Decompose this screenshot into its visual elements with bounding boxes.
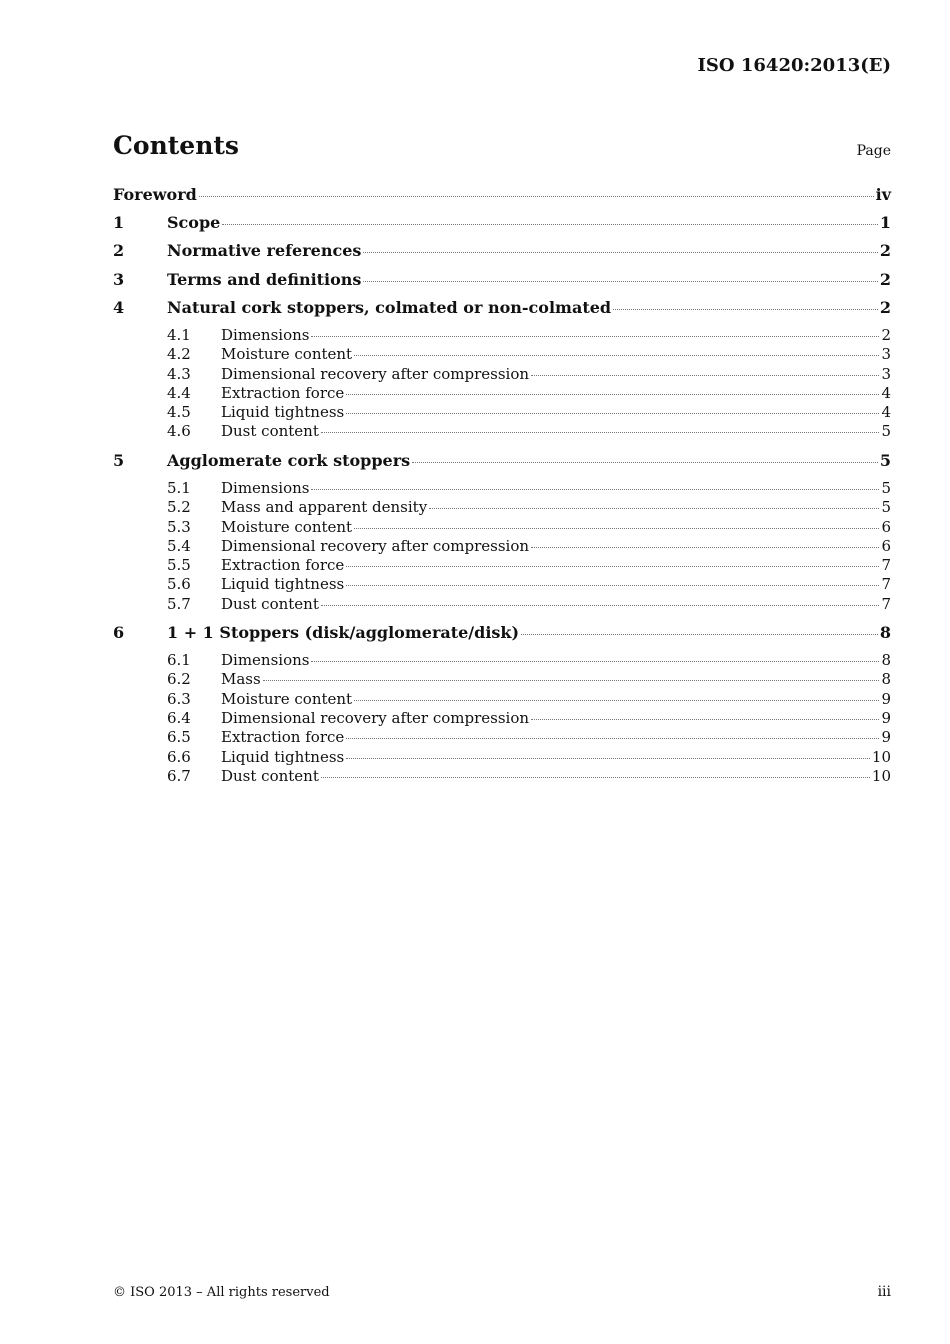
- toc-entry-title: Moisture content: [221, 345, 353, 364]
- toc-entry-title: Normative references: [167, 241, 362, 261]
- toc-entry-number: 5: [113, 450, 125, 470]
- dot-leader: [321, 777, 870, 778]
- toc-entry-number: 1: [113, 213, 125, 233]
- dot-leader: [346, 413, 879, 414]
- toc-entry-number: 4.2: [167, 345, 191, 364]
- toc-entry-subsection-6.7[interactable]: [113, 767, 891, 786]
- toc-entry-number: 4.4: [167, 383, 191, 402]
- toc-entry-page: 5: [879, 450, 891, 470]
- toc-entry-subsection-5.1[interactable]: [113, 479, 891, 498]
- toc-entry-title: Foreword: [113, 185, 197, 204]
- toc-entry-page: 2: [879, 297, 891, 317]
- dot-leader: [363, 281, 877, 282]
- toc-entry-subsection-4.3[interactable]: [113, 365, 891, 384]
- dot-leader: [199, 196, 874, 197]
- toc-entry-title: Moisture content: [221, 517, 353, 536]
- dot-leader: [321, 432, 880, 433]
- toc-entry-subsection-6.1[interactable]: [113, 651, 891, 670]
- dot-leader: [311, 489, 879, 490]
- toc-entry-title: Dimensional recovery after compression: [221, 364, 530, 383]
- toc-entry-subsection-6.3[interactable]: [113, 690, 891, 709]
- section-spacer: [113, 442, 891, 451]
- toc-entry-subsection-5.4[interactable]: [113, 537, 891, 556]
- toc-entry-number: 5.4: [167, 536, 191, 555]
- toc-entry-page: 2: [879, 241, 891, 261]
- toc-entry-number: 4: [113, 297, 125, 317]
- toc-entry-page: 9: [881, 689, 891, 708]
- toc-entry-number: 5.5: [167, 556, 191, 575]
- toc-entry-subsection-4.6[interactable]: [113, 422, 891, 441]
- toc-entry-page: 4: [881, 403, 891, 422]
- toc-entry-section-4[interactable]: [113, 298, 891, 326]
- toc-entry-subsection-4.1[interactable]: [113, 326, 891, 345]
- toc-entry-title: Liquid tightness: [221, 575, 345, 594]
- toc-entry-page: 7: [881, 575, 891, 594]
- toc-entry-number: 5.1: [167, 478, 191, 497]
- toc-entry-subsection-5.2[interactable]: [113, 498, 891, 517]
- toc-entry-foreword[interactable]: [113, 185, 891, 213]
- section-spacer: [113, 614, 891, 623]
- toc-entry-title: Liquid tightness: [221, 403, 345, 422]
- toc-entry-page: 5: [881, 478, 891, 497]
- toc-entry-title: Extraction force: [221, 728, 345, 747]
- toc-entry-section-6[interactable]: [113, 623, 891, 651]
- dot-leader: [311, 336, 879, 337]
- toc-entry-number: 4.5: [167, 403, 191, 422]
- toc-entry-subsection-4.5[interactable]: [113, 403, 891, 422]
- toc-entry-page: 8: [881, 651, 891, 670]
- dot-leader: [429, 508, 879, 509]
- toc-entry-subsection-6.2[interactable]: [113, 670, 891, 689]
- toc-entry-page: 1: [879, 213, 891, 233]
- dot-leader: [412, 462, 878, 463]
- toc-entry-title: Mass: [221, 670, 261, 689]
- toc-entry-page: 5: [881, 422, 891, 441]
- toc-entry-number: 6.1: [167, 651, 191, 670]
- toc-entry-subsection-6.4[interactable]: [113, 709, 891, 728]
- dot-leader: [346, 566, 879, 567]
- table-of-contents: [113, 185, 891, 786]
- toc-entry-page: 4: [881, 383, 891, 402]
- toc-entry-subsection-6.6[interactable]: [113, 748, 891, 767]
- toc-entry-number: 4.6: [167, 422, 191, 441]
- dot-leader: [354, 700, 879, 701]
- toc-entry-page: 5: [881, 498, 891, 517]
- dot-leader: [613, 309, 878, 310]
- toc-entry-title: Dust content: [221, 766, 319, 785]
- dot-leader: [346, 758, 870, 759]
- toc-entry-number: 5.2: [167, 498, 191, 517]
- toc-entry-page: 7: [881, 594, 891, 613]
- dot-leader: [521, 634, 878, 635]
- toc-entry-number: 5.6: [167, 575, 191, 594]
- toc-entry-number: 6.4: [167, 709, 191, 728]
- toc-entry-page: 7: [881, 556, 891, 575]
- toc-entry-title: Scope: [167, 213, 221, 233]
- toc-entry-section-1[interactable]: [113, 213, 891, 241]
- toc-entry-page: 2: [879, 269, 891, 289]
- document-id: ISO 16420:2013(E): [697, 55, 891, 76]
- toc-entry-title: Extraction force: [221, 383, 345, 402]
- toc-entry-section-3[interactable]: [113, 270, 891, 298]
- toc-entry-page: 9: [881, 709, 891, 728]
- toc-entry-page: 6: [881, 536, 891, 555]
- toc-entry-title: Dimensions: [221, 478, 310, 497]
- footer-copyright: © ISO 2013 – All rights reserved: [113, 1285, 330, 1300]
- toc-entry-number: 3: [113, 269, 125, 289]
- toc-entry-number: 6.3: [167, 689, 191, 708]
- toc-entry-number: 4.3: [167, 364, 191, 383]
- toc-entry-title: Dust content: [221, 594, 319, 613]
- toc-entry-page: 3: [881, 345, 891, 364]
- dot-leader: [354, 528, 879, 529]
- toc-entry-page: 10: [871, 747, 891, 766]
- dot-leader: [363, 252, 877, 253]
- toc-entry-number: 2: [113, 241, 125, 261]
- toc-entry-title: Mass and apparent density: [221, 498, 428, 517]
- footer-page-number: iii: [877, 1284, 891, 1300]
- toc-entry-title: Agglomerate cork stoppers: [167, 450, 411, 470]
- toc-entry-number: 5.7: [167, 594, 191, 613]
- toc-entry-page: 2: [881, 325, 891, 344]
- dot-leader: [311, 661, 879, 662]
- toc-entry-number: 4.1: [167, 325, 191, 344]
- toc-entry-number: 6.5: [167, 728, 191, 747]
- toc-entry-subsection-5.5[interactable]: [113, 556, 891, 575]
- toc-entry-subsection-5.6[interactable]: [113, 575, 891, 594]
- dot-leader: [346, 585, 879, 586]
- toc-entry-number: 6.6: [167, 747, 191, 766]
- toc-entry-title: Dust content: [221, 422, 319, 441]
- dot-leader: [354, 355, 879, 356]
- toc-entry-subsection-6.5[interactable]: [113, 728, 891, 747]
- toc-entry-page: 3: [881, 364, 891, 383]
- page-title: Contents: [113, 131, 240, 160]
- toc-entry-title: 1 + 1 Stoppers (disk/agglomerate/disk): [167, 622, 520, 642]
- dot-leader: [321, 605, 880, 606]
- toc-entry-subsection-5.3[interactable]: [113, 518, 891, 537]
- dot-leader: [531, 547, 879, 548]
- toc-entry-number: 6.2: [167, 670, 191, 689]
- toc-entry-subsection-4.2[interactable]: [113, 345, 891, 364]
- toc-entry-page: iv: [875, 185, 891, 204]
- toc-entry-page: 9: [881, 728, 891, 747]
- dot-leader: [346, 738, 879, 739]
- toc-entry-title: Dimensional recovery after compression: [221, 536, 530, 555]
- toc-entry-section-2[interactable]: [113, 241, 891, 269]
- toc-entry-number: 6.7: [167, 766, 191, 785]
- toc-entry-title: Extraction force: [221, 556, 345, 575]
- toc-entry-section-5[interactable]: [113, 451, 891, 479]
- toc-entry-title: Dimensional recovery after compression: [221, 709, 530, 728]
- dot-leader: [346, 394, 879, 395]
- dot-leader: [263, 680, 880, 681]
- toc-entry-page: 8: [881, 670, 891, 689]
- dot-leader: [531, 375, 879, 376]
- toc-sections: [113, 213, 891, 786]
- toc-entry-page: 6: [881, 517, 891, 536]
- toc-entry-title: Natural cork stoppers, colmated or non-colmated: [167, 297, 612, 317]
- toc-entry-title: Dimensions: [221, 325, 310, 344]
- toc-entry-number: 6: [113, 622, 125, 642]
- toc-entry-subsection-4.4[interactable]: [113, 384, 891, 403]
- toc-entry-number: 5.3: [167, 517, 191, 536]
- page-column-label: Page: [856, 143, 891, 159]
- toc-entry-title: Terms and definitions: [167, 269, 362, 289]
- dot-leader: [222, 224, 878, 225]
- dot-leader: [531, 719, 879, 720]
- toc-entry-page: 8: [879, 622, 891, 642]
- toc-entry-page: 10: [871, 766, 891, 785]
- toc-entry-subsection-5.7[interactable]: [113, 595, 891, 614]
- toc-entry-title: Dimensions: [221, 651, 310, 670]
- toc-entry-title: Moisture content: [221, 689, 353, 708]
- toc-entry-title: Liquid tightness: [221, 747, 345, 766]
